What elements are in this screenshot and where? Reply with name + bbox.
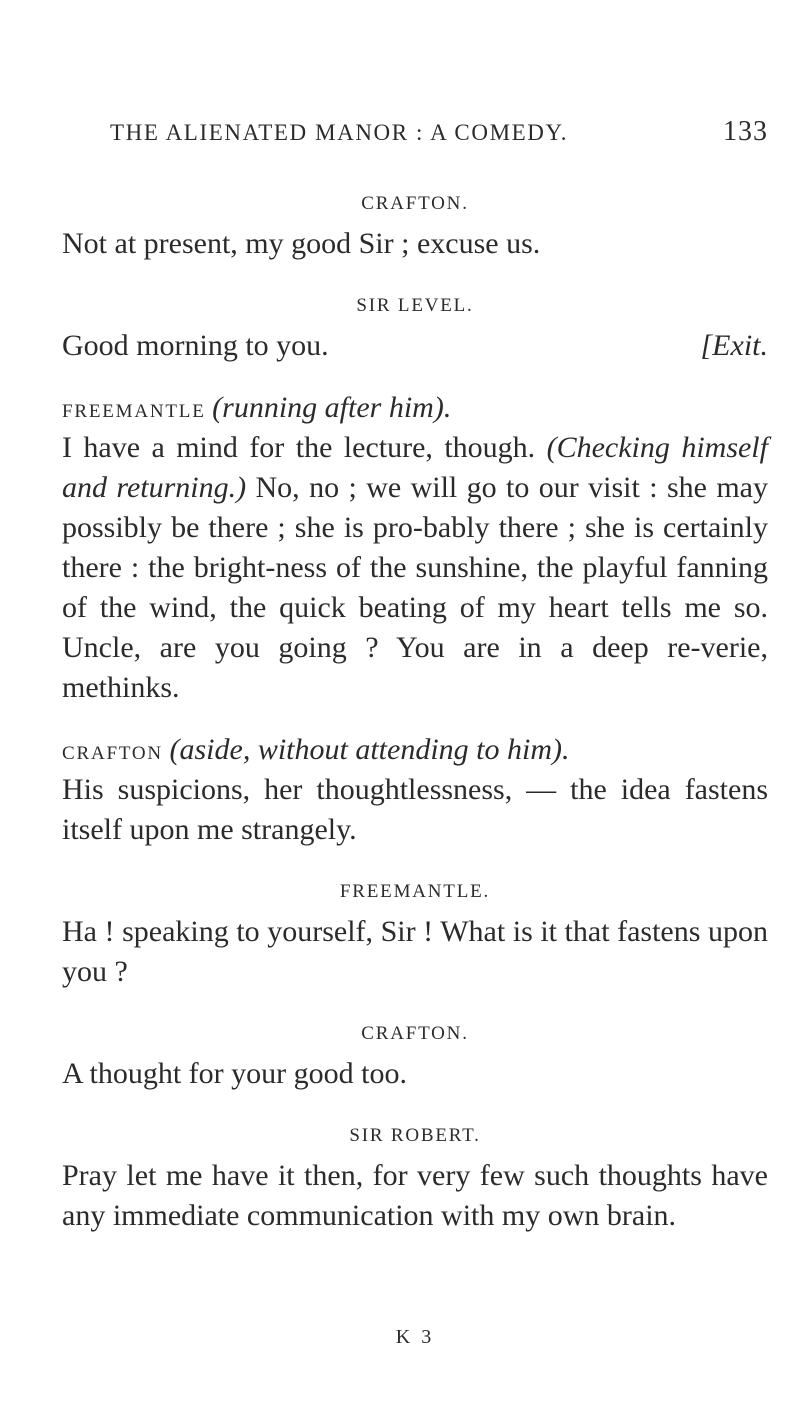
speech-part: No, no ; we will go to our visit : she may possibly be there ; she is pro-bably there ; she is certainly there : the bright-ness of the sunshine, the playful fanning of the wind, the quick beating of my heart tells me so. Uncle, are you going ? You are in a deep re-verie, methinks.: [62, 471, 768, 704]
running-title: THE ALIENATED MANOR : A COMEDY.: [110, 120, 569, 145]
play-text: [62, 184, 768, 1236]
spacer: [62, 850, 768, 872]
speaker-heading: CRAFTON.: [361, 193, 469, 214]
exit-direction: [Exit.: [700, 329, 768, 362]
speaker-heading: [62, 730, 768, 770]
running-head: [110, 112, 768, 152]
spacer: [62, 1094, 768, 1116]
stage-direction: (aside, without attending to him).: [169, 733, 570, 766]
signature-mark: K 3: [395, 1326, 435, 1348]
spacer: [62, 366, 768, 388]
speech: Ha ! speaking to yourself, Sir ! What is it that fastens upon you ?: [62, 915, 768, 988]
stage-direction: (Checking himself and returning.): [62, 431, 768, 504]
speech-line: [62, 326, 768, 366]
speaker-name: CRAFTON: [62, 743, 163, 764]
page-number: 133: [723, 116, 768, 147]
speaker-heading: FREEMANTLE.: [339, 881, 491, 902]
spacer: [62, 264, 768, 286]
speech: Not at present, my good Sir ; excuse us.: [62, 227, 541, 260]
speech: His suspicions, her thoughtlessness, — the idea fastens itself upon me strangely.: [62, 773, 768, 846]
speech-part: I have a mind for the lecture, though.: [62, 431, 547, 464]
stage-direction: (running after him).: [212, 391, 452, 424]
speaker-name: FREEMANTLE: [62, 401, 206, 422]
spacer: [62, 992, 768, 1014]
speech: A thought for your good too.: [62, 1057, 407, 1090]
speech: Pray let me have it then, for very few such thoughts have any immediate communication with my own brain.: [62, 1159, 768, 1232]
speaker-heading: SIR LEVEL.: [356, 295, 474, 316]
speech: [62, 428, 768, 708]
speaker-heading: CRAFTON.: [361, 1023, 469, 1044]
speaker-heading: SIR ROBERT.: [349, 1125, 481, 1146]
spacer: [62, 708, 768, 730]
speaker-heading: [62, 388, 768, 428]
speech: Good morning to you.: [62, 329, 329, 362]
